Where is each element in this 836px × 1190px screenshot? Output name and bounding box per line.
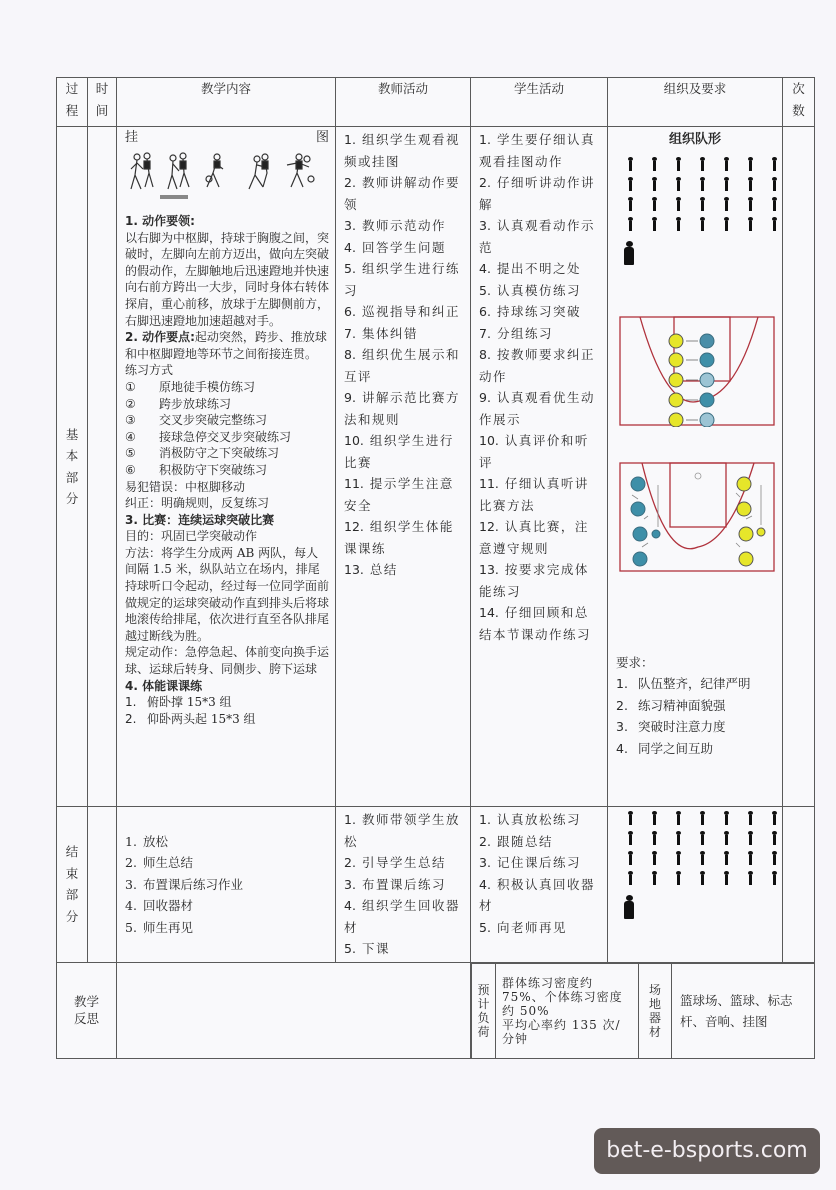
- student-figure-icon: [652, 831, 657, 845]
- end-content-list: [125, 831, 335, 939]
- student-figure-icon: [772, 177, 777, 191]
- student-activity-list: [479, 129, 601, 645]
- reflection-row: [57, 962, 815, 1059]
- student-figure-icon: [628, 831, 633, 845]
- list-item: 4. 积极认真回收器材: [479, 876, 595, 913]
- header-student-activity: 学生活动: [471, 78, 608, 127]
- header-content: 教学内容: [117, 78, 336, 127]
- student-figure-icon: [724, 831, 729, 845]
- load-label: 预计负荷: [472, 963, 496, 1058]
- competition-method: 方法：将学生分成两 AB 两队，每人间隔 1.5 米，纵队站立在场内，排尾持球听口令起动，经过每一位同学面前做规定的运球突破动作直到排头后将球地滚传给排尾，依次进行直至各队排尾越过断线为胜。: [125, 545, 330, 643]
- list-item: 1. 放松: [125, 833, 168, 849]
- requirement-item: 3. 突破时注意力度: [616, 719, 726, 734]
- student-figure-icon: [652, 157, 657, 171]
- student-figure-icon: [652, 217, 657, 231]
- student-figure-icon: [748, 177, 753, 191]
- student-figure-icon: [676, 811, 681, 825]
- student-figure-icon: [724, 157, 729, 171]
- practice-item: ④ 接球急停交叉步突破练习: [125, 429, 292, 444]
- list-item: 5. 师生再见: [125, 919, 193, 935]
- list-item: 3. 认真观看动作示范: [479, 218, 595, 255]
- reflection-label: 教学反思: [57, 962, 117, 1059]
- student-figure-icon: [676, 851, 681, 865]
- student-formation-grid: [608, 157, 782, 231]
- half-court-drill-diagram-icon: [618, 315, 782, 434]
- student-formation-grid: [608, 811, 782, 885]
- practice-item: ② 跨步放球练习: [125, 396, 232, 411]
- student-figure-icon: [676, 217, 681, 231]
- competition-goal: 目的：巩固已学突破动作: [125, 529, 258, 544]
- end-teacher-list: [344, 809, 464, 960]
- end-count-cell: [783, 807, 815, 963]
- half-court-relay-diagram-icon: [618, 461, 782, 580]
- list-item: 12. 组织学生体能课课练: [344, 519, 454, 556]
- basketball-crossover-illustration-icon: [125, 151, 329, 207]
- student-figure-icon: [748, 157, 753, 171]
- list-item: 13. 总结: [344, 562, 398, 577]
- practice-item: ⑥ 积极防守下突破练习: [125, 462, 268, 477]
- list-item: 3. 布置课后练习: [344, 876, 446, 892]
- student-figure-icon: [628, 217, 633, 231]
- end-content-cell: [117, 807, 336, 963]
- practice-item: ⑤ 消极防守之下突破练习: [125, 446, 280, 461]
- student-figure-icon: [676, 177, 681, 191]
- lesson-plan-table: [56, 77, 815, 1059]
- basic-count-cell: [783, 127, 815, 807]
- student-figure-icon: [772, 217, 777, 231]
- student-figure-icon: [724, 871, 729, 885]
- list-item: 7. 集体纠错: [344, 325, 418, 341]
- venue-label: 场地器材: [639, 963, 672, 1058]
- correction: 纠正：明确规则，反复练习: [125, 496, 270, 511]
- student-figure-icon: [772, 851, 777, 865]
- student-figure-icon: [628, 811, 633, 825]
- load-text: 群体练习密度约 75%、个体练习密度约 50% 平均心率约 135 次/分钟: [496, 963, 639, 1058]
- list-item: 12. 认真比赛，注意遵守规则: [479, 519, 589, 556]
- basic-section-label: 基本部分: [57, 127, 88, 807]
- student-figure-icon: [628, 197, 633, 211]
- end-time-cell: [88, 807, 117, 963]
- student-figure-icon: [724, 811, 729, 825]
- header-time: 时间: [88, 78, 117, 127]
- student-figure-icon: [676, 871, 681, 885]
- list-item: 11. 提示学生注意安全: [344, 476, 454, 513]
- list-item: 6. 持球练习突破: [479, 304, 581, 319]
- teacher-figure-icon: [624, 241, 634, 265]
- list-item: 5. 下课: [344, 941, 390, 956]
- basic-time-cell: [88, 127, 117, 807]
- header-row: [57, 78, 815, 127]
- basic-organization-cell: [608, 127, 783, 807]
- basic-content-cell: [117, 127, 336, 807]
- practice-item: ① 原地徒手模仿练习: [125, 379, 256, 394]
- requirement-item: 1. 队伍整齐，纪律严明: [616, 676, 751, 691]
- header-count: 次数: [783, 78, 815, 127]
- basic-teacher-activity: [336, 127, 471, 807]
- student-figure-icon: [772, 197, 777, 211]
- student-figure-icon: [772, 831, 777, 845]
- student-figure-icon: [748, 197, 753, 211]
- list-item: 3. 记住课后练习: [479, 855, 581, 870]
- reflection-details: [471, 962, 815, 1059]
- end-student-list: [479, 809, 601, 938]
- fitness-item: 2. 仰卧两头起 15*3 组: [125, 711, 256, 726]
- student-figure-icon: [652, 177, 657, 191]
- heading-fitness: 4. 体能课课练: [125, 678, 203, 693]
- list-item: 14. 仔细回顾和总结本节课动作练习: [479, 605, 592, 642]
- list-item: 1. 教师带领学生放松: [344, 812, 460, 849]
- formation-title: 组织队形: [668, 132, 721, 147]
- student-figure-icon: [724, 851, 729, 865]
- student-figure-icon: [724, 197, 729, 211]
- list-item: 4. 回答学生问题: [344, 239, 446, 255]
- list-item: 5. 认真模仿练习: [479, 282, 581, 298]
- list-item: 3. 教师示范动作: [344, 218, 446, 233]
- student-figure-icon: [700, 831, 705, 845]
- student-figure-icon: [748, 871, 753, 885]
- list-item: 1. 学生要仔细认真观看挂图动作: [479, 132, 595, 169]
- student-figure-icon: [748, 811, 753, 825]
- student-figure-icon: [652, 871, 657, 885]
- practice-title: 练习方式: [125, 363, 174, 378]
- end-section-row: [57, 807, 815, 963]
- list-item: 1. 组织学生观看视频或挂图: [344, 132, 460, 169]
- list-item: 11. 仔细认真听讲比赛方法: [479, 476, 589, 513]
- student-figure-icon: [748, 831, 753, 845]
- student-figure-icon: [748, 851, 753, 865]
- action-essentials-text: 以右脚为中枢脚，持球于胸腹之间，突破时，左脚向左前方迈出，做向左突破的假动作，左脚触地后迅速蹬地并快速向右前方跨出一大步，同时身体右转体探肩，重心前移，放球于左脚侧前方，右脚迅速蹬地加速超越对手。: [125, 230, 330, 328]
- list-item: 13. 按要求完成体能练习: [479, 562, 589, 599]
- student-figure-icon: [628, 871, 633, 885]
- illustration-caption: [160, 195, 188, 199]
- list-item: 1. 认真放松练习: [479, 812, 581, 827]
- list-item: 9. 认真观看优生动作展示: [479, 390, 595, 427]
- common-mistake: 易犯错误：中枢脚移动: [125, 479, 246, 494]
- student-figure-icon: [652, 811, 657, 825]
- requirements-block: 要求： 1. 队伍整齐，纪律严明 2. 练习精神面貌强 3. 突破时注意力度 4. 同学之间互助: [608, 652, 782, 760]
- venue-text: 篮球场、篮球、标志杆、音响、挂图: [672, 963, 815, 1058]
- list-item: 9. 讲解示范比赛方法和规则: [344, 390, 460, 427]
- student-figure-icon: [724, 177, 729, 191]
- student-figure-icon: [700, 811, 705, 825]
- student-figure-icon: [628, 851, 633, 865]
- student-figure-icon: [676, 157, 681, 171]
- wall-chart-label: 挂 图: [125, 130, 329, 145]
- student-figure-icon: [628, 157, 633, 171]
- end-teacher-activity: [336, 807, 471, 963]
- list-item: 5. 向老师再见: [479, 919, 567, 935]
- student-figure-icon: [676, 197, 681, 211]
- student-figure-icon: [772, 811, 777, 825]
- action-key-points: 2. 动作要点:起动突然，跨步、推放球和中枢脚蹬地等环节之间衔接连贯。: [125, 330, 327, 361]
- teacher-figure-icon: [624, 895, 634, 919]
- lesson-plan-page: [56, 77, 814, 1059]
- list-item: 2. 教师讲解动作要领: [344, 175, 460, 212]
- list-item: 4. 提出不明之处: [479, 261, 581, 276]
- list-item: 2. 师生总结: [125, 855, 193, 870]
- requirement-item: 2. 练习精神面貌强: [616, 697, 726, 713]
- practice-item: ③ 交叉步突破完整练习: [125, 413, 268, 428]
- student-figure-icon: [652, 197, 657, 211]
- student-figure-icon: [700, 197, 705, 211]
- requirement-item: 4. 同学之间互助: [616, 740, 714, 756]
- heading-competition: 3. 比赛：连续运球突破比赛: [125, 512, 275, 527]
- student-figure-icon: [772, 157, 777, 171]
- fitness-item: 1. 俯卧撑 15*3 组: [125, 695, 232, 710]
- heading-action-essentials: 1. 动作要领:: [125, 214, 195, 228]
- watermark-badge[interactable]: bet-e-bsports.com: [594, 1128, 820, 1174]
- student-figure-icon: [700, 177, 705, 191]
- list-item: 6. 巡视指导和纠正: [344, 304, 460, 319]
- student-figure-icon: [700, 871, 705, 885]
- list-item: 4. 组织学生回收器材: [344, 898, 460, 935]
- end-organization-cell: [608, 807, 783, 963]
- list-item: 2. 引导学生总结: [344, 855, 446, 870]
- list-item: 7. 分组练习: [479, 325, 553, 341]
- student-figure-icon: [700, 157, 705, 171]
- header-process: 过程: [57, 78, 88, 127]
- student-figure-icon: [772, 871, 777, 885]
- student-figure-icon: [700, 851, 705, 865]
- competition-rule: 规定动作：急停急起、体前变向换手运球、运球后转身、同侧步、胯下运球: [125, 645, 330, 677]
- basic-student-activity: [471, 127, 608, 807]
- list-item: 3. 布置课后练习作业: [125, 876, 243, 892]
- end-student-activity: [471, 807, 608, 963]
- header-organization: 组织及要求: [608, 78, 783, 127]
- list-item: 2. 跟随总结: [479, 833, 553, 849]
- list-item: 2. 仔细听讲动作讲解: [479, 175, 595, 212]
- student-figure-icon: [700, 217, 705, 231]
- student-figure-icon: [724, 217, 729, 231]
- teacher-activity-list: [344, 129, 464, 581]
- list-item: 4. 回收器材: [125, 898, 193, 913]
- student-figure-icon: [652, 851, 657, 865]
- student-figure-icon: [628, 177, 633, 191]
- list-item: 10. 认真评价和听评: [479, 433, 589, 470]
- list-item: 5. 组织学生进行练习: [344, 261, 460, 298]
- list-item: 8. 按教师要求纠正动作: [479, 347, 595, 384]
- reflection-cell: [117, 962, 471, 1059]
- list-item: 8. 组织优生展示和互评: [344, 347, 460, 384]
- end-section-label: 结束部分: [57, 807, 88, 963]
- basic-section-row: [57, 127, 815, 807]
- student-figure-icon: [748, 217, 753, 231]
- header-teacher-activity: 教师活动: [336, 78, 471, 127]
- list-item: 10. 组织学生进行比赛: [344, 433, 454, 470]
- student-figure-icon: [676, 831, 681, 845]
